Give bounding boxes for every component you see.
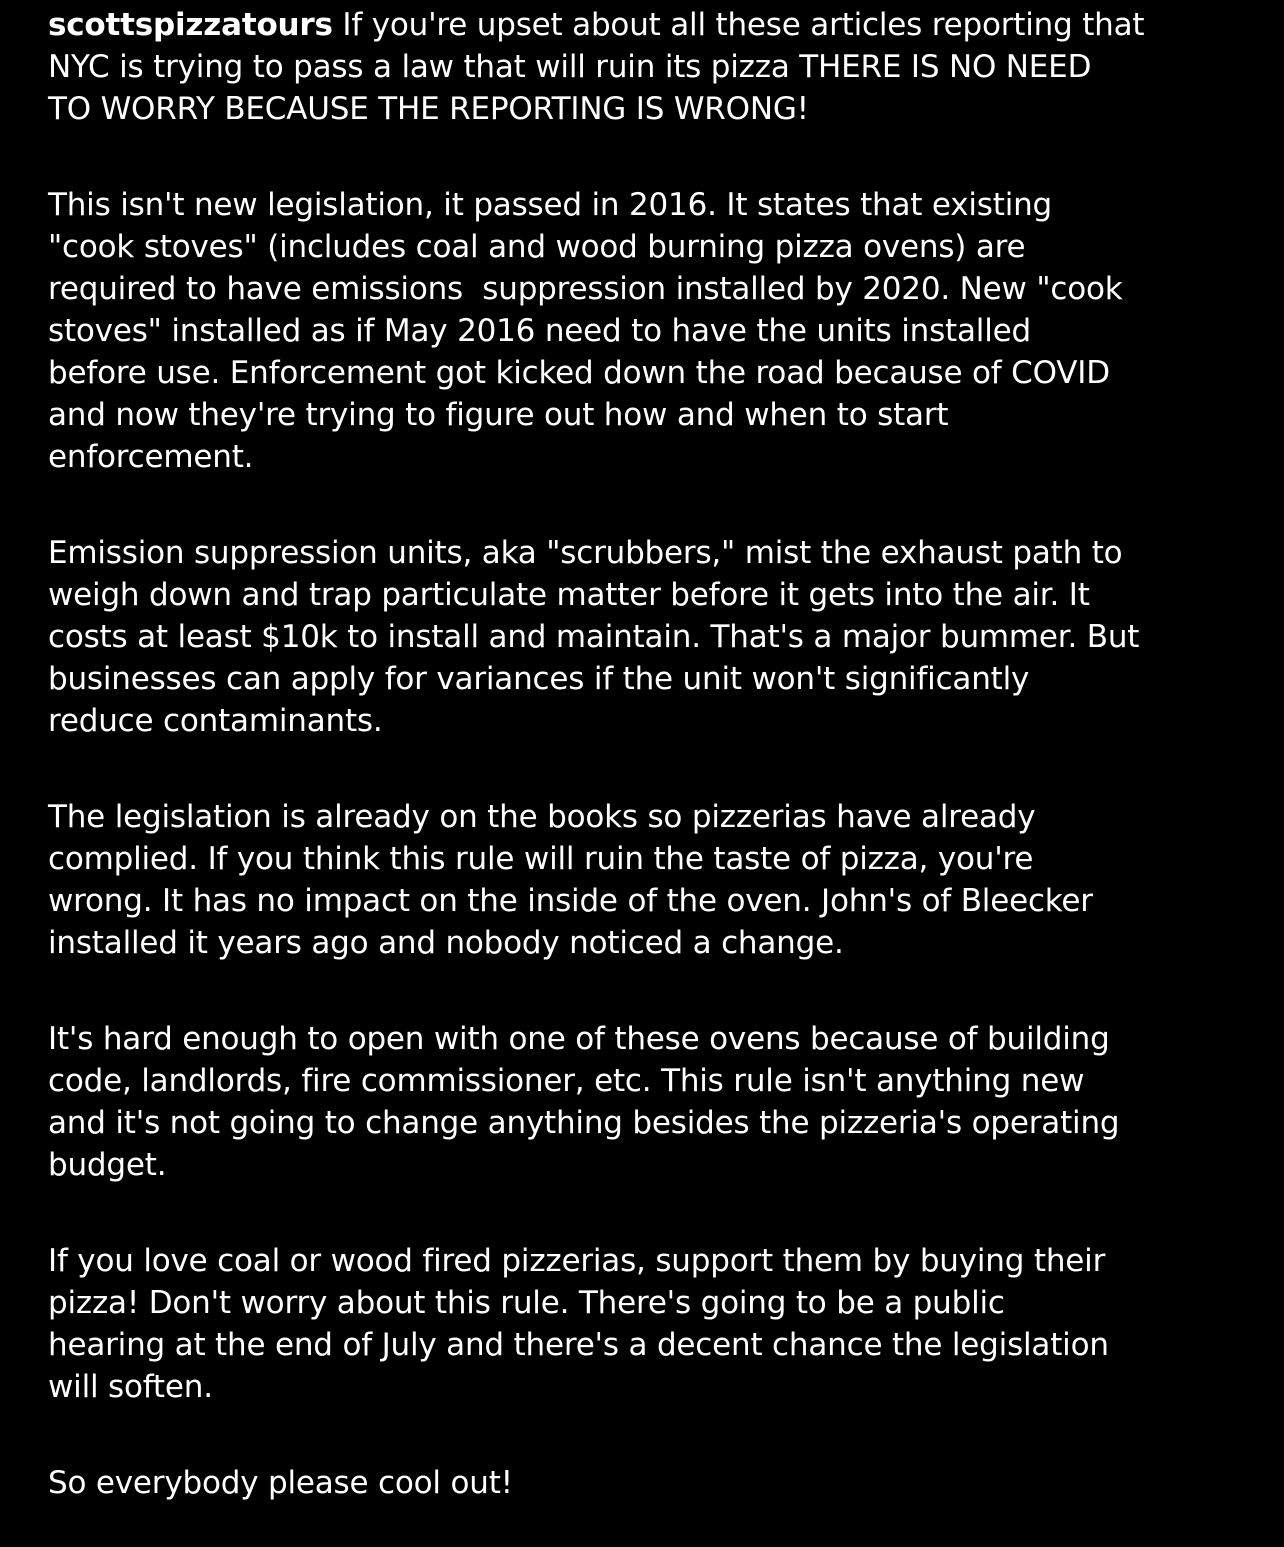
caption-paragraph-3: Emission suppression units, aka "scrubbers," mist the exhaust path to weigh down and trap particulate matter before it gets into the air. It costs at least $10k to install and maintain. That's a major bummer. But businesses can apply for variances if the unit won't significantly reduce contaminants. [48, 535, 1140, 739]
caption-paragraph-5: It's hard enough to open with one of these ovens because of building code, landlords, fire commissioner, etc. This rule isn't anything new and it's not going to change anything besides the pizzeria's operating budget. [48, 1021, 1120, 1183]
username-link[interactable]: scottspizzatours [48, 7, 333, 43]
caption-paragraph-7: So everybody please cool out! [48, 1465, 513, 1501]
caption-text: If you're upset about all these articles reporting that NYC is trying to pass a law that will ruin its pizza THERE IS NO NEED TO WORRY BECAUSE THE REPORTING IS WRONG! [48, 7, 1145, 127]
caption-paragraph-1 [48, 4, 1248, 130]
caption-paragraph-2: This isn't new legislation, it passed in 2016. It states that existing "cook stoves" (includes coal and wood burning pizza ovens) are required to have emissions suppression installed by 2020. New "cook stoves" installed as if May 2016 need to have the units installed before use. Enforcement got kicked down the road because of COVID and now they're trying to figure out how and when to start enforcement. [48, 187, 1123, 475]
caption-paragraph-6: If you love coal or wood fired pizzerias, support them by buying their pizza! Don't worry about this rule. There's going to be a public hearing at the end of July and there's a decent chance the legislation will soften. [48, 1243, 1109, 1405]
post-caption [48, 4, 1248, 1504]
caption-paragraph-4: The legislation is already on the books so pizzerias have already complied. If you think this rule will ruin the taste of pizza, you're wrong. It has no impact on the inside of the oven. John's of Bleecker installed it years ago and nobody noticed a change. [48, 799, 1093, 961]
